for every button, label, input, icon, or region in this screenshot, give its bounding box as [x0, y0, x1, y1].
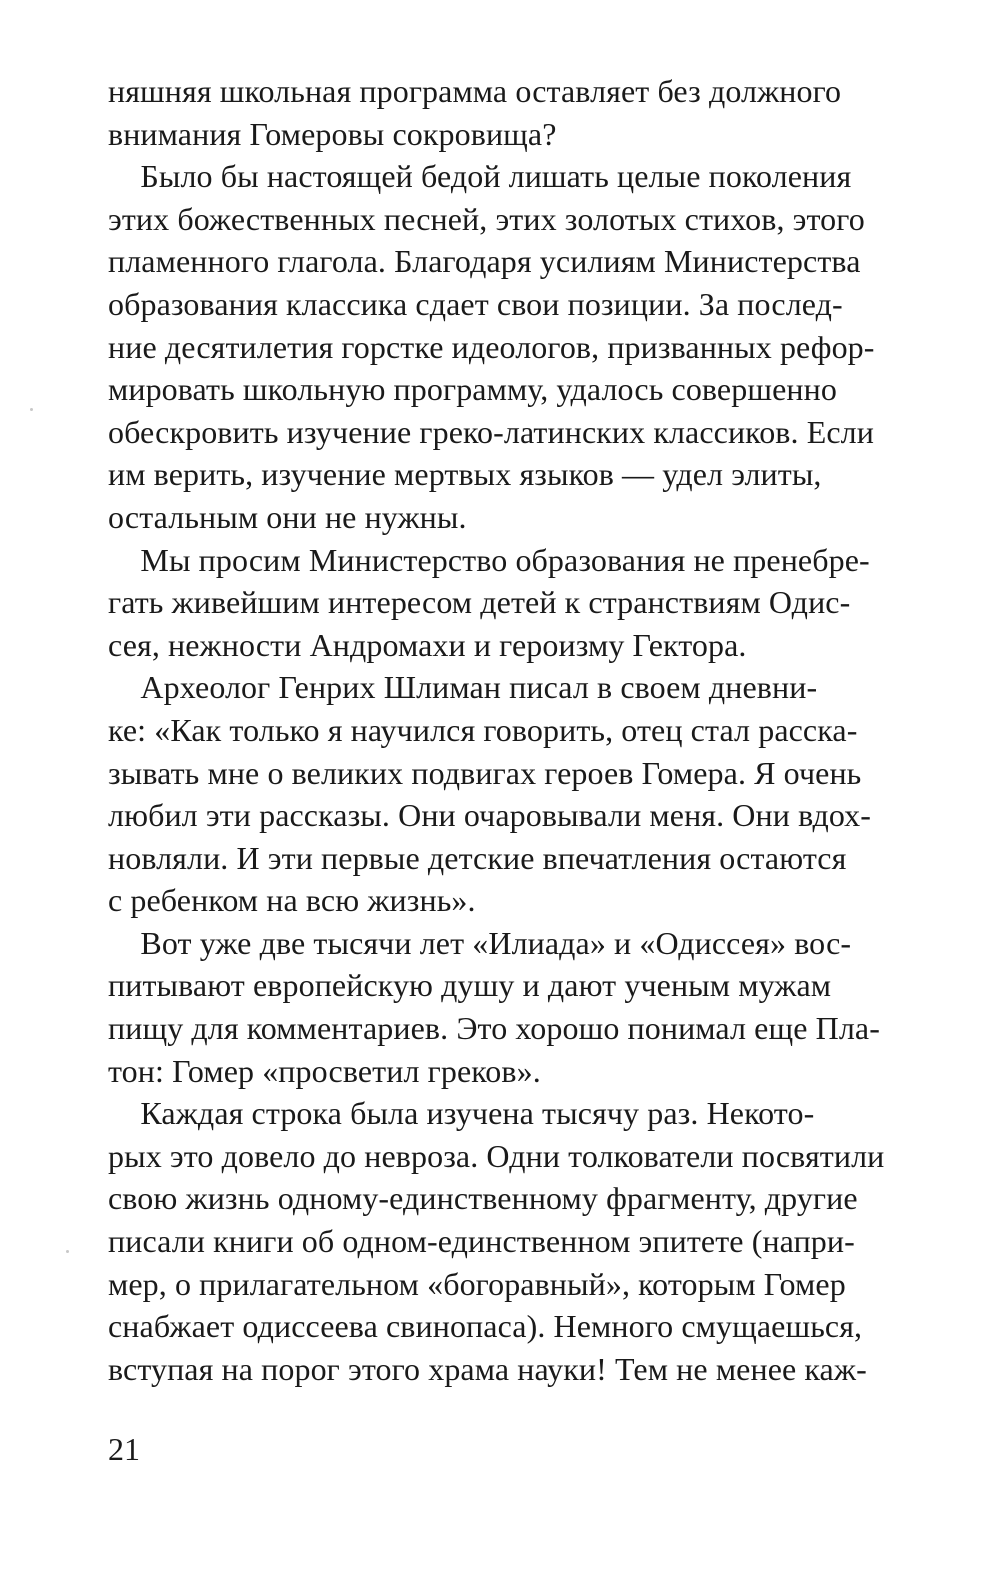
text-line: новляли. И эти первые детские впечатления остаются — [108, 839, 847, 876]
text-line: снабжает одиссеева свинопаса). Немного смущаешься, — [108, 1308, 863, 1345]
text-line: мировать школьную программу, удалось совершенно — [108, 371, 837, 408]
scan-speck — [66, 1250, 69, 1253]
text-line: зывать мне о великих подвигах героев Гомера. Я очень — [108, 754, 862, 791]
text-line: тон: Гомер «просветил греков». — [108, 1052, 541, 1089]
text-line: свою жизнь одному-единственному фрагменту, другие — [108, 1180, 858, 1217]
text-line: им верить, изучение мертвых языков — удел элиты, — [108, 456, 822, 493]
text-line: Было бы настоящей бедой лишать целые поколения — [108, 158, 852, 195]
text-line: внимания Гомеровы сокровища? — [108, 115, 557, 152]
text-line: рых это довело до невроза. Одни толкователи посвятили — [108, 1137, 885, 1174]
text-line: вступая на порог этого храма науки! Тем не менее каж- — [108, 1350, 867, 1387]
text-line: мер, о прилагательном «богоравный», которым Гомер — [108, 1265, 846, 1302]
text-line: Каждая строка была изучена тысячу раз. Некото- — [108, 1095, 815, 1132]
text-line: няшняя школьная программа оставляет без должного — [108, 73, 842, 109]
text-line: любил эти рассказы. Они очаровывали меня. Они вдох- — [108, 797, 872, 834]
text-line: ние десятилетия горстке идеологов, призванных рефор- — [108, 328, 875, 365]
text-line: ке: «Как только я научился говорить, отец стал расска- — [108, 711, 858, 748]
text-line: образования классика сдает свои позиции. За послед- — [108, 285, 843, 322]
scan-speck — [30, 408, 33, 411]
text-line: Археолог Генрих Шлиман писал в своем дневни- — [108, 669, 818, 706]
text-line: питывают европейскую душу и дают ученым мужам — [108, 967, 832, 1004]
text-line: Вот уже две тысячи лет «Илиада» и «Одиссея» вос- — [108, 924, 852, 961]
text-line: остальным они не нужны. — [108, 498, 467, 535]
text-line: обескровить изучение греко-латинских классиков. Если — [108, 413, 874, 450]
body-text — [108, 70, 978, 1390]
text-line: этих божественных песней, этих золотых стихов, этого — [108, 200, 865, 237]
text-line: писали книги об одном-единственном эпитете (напри- — [108, 1223, 855, 1260]
text-line: пламенного глагола. Благодаря усилиям Министерства — [108, 243, 861, 280]
text-line: пищу для комментариев. Это хорошо понимал еще Пла- — [108, 1010, 880, 1047]
text-line: Мы просим Министерство образования не пренебре- — [108, 541, 870, 578]
text-line: сея, нежности Андромахи и героизму Гектора. — [108, 626, 747, 663]
text-line: с ребенком на всю жизнь». — [108, 882, 476, 919]
page-number: 21 — [108, 1431, 140, 1467]
text-line: гать живейшим интересом детей к странствиям Одис- — [108, 584, 851, 621]
